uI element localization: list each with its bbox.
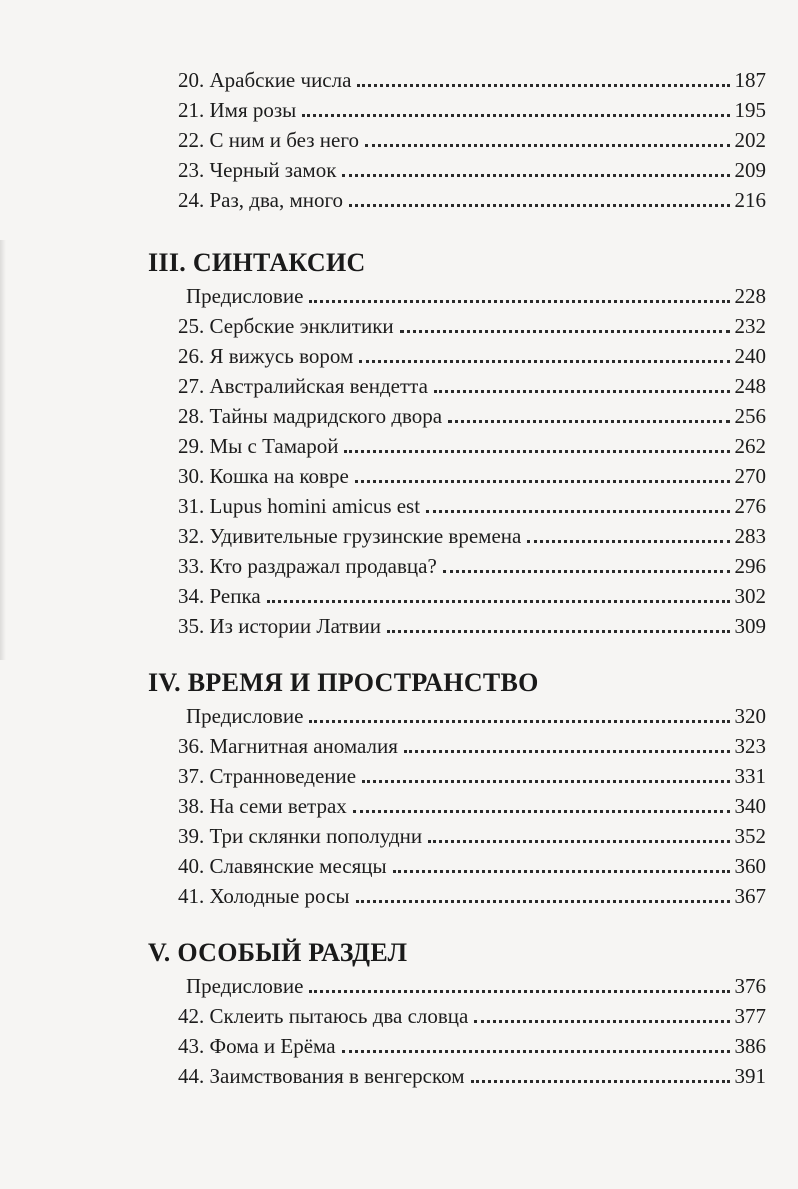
toc-entry-title: 28. Тайны мадридского двора — [178, 404, 443, 428]
toc-entry — [178, 578, 766, 608]
dot-leader — [404, 750, 730, 753]
toc-entry-title: 37. Странноведение — [178, 764, 357, 788]
dot-leader — [471, 1080, 730, 1083]
toc-entry — [178, 608, 766, 638]
page-edge-shadow — [0, 240, 6, 660]
toc-entry — [178, 338, 766, 368]
toc-entry-title: 29. Мы с Тамарой — [178, 434, 339, 458]
toc-entry — [178, 788, 766, 818]
toc-entry-page: 240 — [734, 344, 766, 368]
toc-entry-page: 391 — [734, 1064, 766, 1088]
dot-leader — [356, 900, 730, 903]
dot-leader — [400, 330, 730, 333]
dot-leader — [355, 480, 730, 483]
toc-entry-title: 26. Я вижусь вором — [178, 344, 354, 368]
toc-entry-page: 216 — [734, 188, 766, 212]
toc-entry-title: 31. Lupus homini amicus est — [178, 494, 421, 518]
toc-entry — [178, 308, 766, 338]
toc-entry-page: 386 — [734, 1034, 766, 1058]
dot-leader — [357, 84, 729, 87]
toc-entry — [178, 398, 766, 428]
dot-leader — [474, 1020, 729, 1023]
toc-entry-title: 43. Фома и Ерёма — [178, 1034, 336, 1058]
toc-entry-title: 44. Заимствования в венгерском — [178, 1064, 465, 1088]
toc-entry — [178, 62, 766, 92]
dot-leader — [302, 114, 729, 117]
toc-entry — [178, 548, 766, 578]
toc-entry-title: 22. С ним и без него — [178, 128, 359, 152]
toc-entry-title: 20. Арабские числа — [178, 68, 352, 92]
toc-entry-page: 256 — [734, 404, 766, 428]
toc-entry — [178, 848, 766, 878]
toc-entry-page: 352 — [734, 824, 766, 848]
toc-entry-page: 309 — [734, 614, 766, 638]
toc-entry — [178, 818, 766, 848]
toc-entry-page: 248 — [734, 374, 766, 398]
toc-entry — [178, 758, 766, 788]
toc-entry-title: 24. Раз, два, много — [178, 188, 344, 212]
dot-leader — [393, 870, 730, 873]
toc-entry-title: 38. На семи ветрах — [178, 794, 347, 818]
toc-entry-title: Предисловие — [186, 284, 304, 308]
toc-entry-page: 187 — [734, 68, 766, 92]
toc-entry — [178, 182, 766, 212]
toc-entry — [178, 368, 766, 398]
toc-entry-page: 232 — [734, 314, 766, 338]
dot-leader — [342, 174, 729, 177]
toc-entry-page: 270 — [734, 464, 766, 488]
dot-leader — [309, 990, 729, 993]
dot-leader — [309, 720, 729, 723]
toc-entry-page: 209 — [734, 158, 766, 182]
toc-entry-page: 195 — [734, 98, 766, 122]
dot-leader — [387, 630, 730, 633]
toc-entry-title: 35. Из истории Латвии — [178, 614, 381, 638]
toc-entry — [178, 728, 766, 758]
toc-entry-title: 34. Репка — [178, 584, 261, 608]
toc-entry-title: 27. Австралийская вендетта — [178, 374, 428, 398]
section-heading: V. ОСОБЫЙ РАЗДЕЛ — [148, 938, 408, 967]
dot-leader — [527, 540, 729, 543]
toc-entry-page: 340 — [734, 794, 766, 818]
dot-leader — [443, 570, 730, 573]
section-heading: III. СИНТАКСИС — [148, 248, 366, 277]
dot-leader — [362, 780, 729, 783]
toc-entry-page: 360 — [734, 854, 766, 878]
dot-leader — [359, 360, 729, 363]
dot-leader — [349, 204, 729, 207]
toc-entry-title: 40. Славянские месяцы — [178, 854, 387, 878]
toc-entry-page: 377 — [734, 1004, 766, 1028]
toc-entry — [178, 428, 766, 458]
toc-entry — [178, 1058, 766, 1088]
toc-entry — [178, 152, 766, 182]
dot-leader — [344, 450, 729, 453]
dot-leader — [434, 390, 730, 393]
dot-leader — [309, 300, 729, 303]
dot-leader — [426, 510, 729, 513]
toc-entry — [178, 1028, 766, 1058]
toc-entry — [178, 998, 766, 1028]
toc-entry-preface — [186, 968, 766, 998]
toc-entry-page: 367 — [734, 884, 766, 908]
dot-leader — [428, 840, 729, 843]
toc-entry-page: 262 — [734, 434, 766, 458]
toc-entry-title: Предисловие — [186, 974, 304, 998]
toc-entry-title: 30. Кошка на ковре — [178, 464, 349, 488]
toc-entry-page: 320 — [734, 704, 766, 728]
toc-entry-page: 228 — [734, 284, 766, 308]
toc-entry-title: 32. Удивительные грузинские времена — [178, 524, 522, 548]
toc-entry-title: 33. Кто раздражал продавца? — [178, 554, 437, 578]
dot-leader — [365, 144, 730, 147]
toc-entry-title: 21. Имя розы — [178, 98, 297, 122]
toc-entry-preface — [186, 278, 766, 308]
toc-entry-title: 23. Черный замок — [178, 158, 337, 182]
section-heading: IV. ВРЕМЯ И ПРОСТРАНСТВО — [148, 668, 539, 697]
toc-entry-title: 36. Магнитная аномалия — [178, 734, 398, 758]
toc-entry-page: 376 — [734, 974, 766, 998]
toc-entry-title: Предисловие — [186, 704, 304, 728]
toc-entry-page: 276 — [734, 494, 766, 518]
toc-entry-page: 331 — [734, 764, 766, 788]
toc-entry-page: 296 — [734, 554, 766, 578]
toc-entry — [178, 92, 766, 122]
toc-entry-page: 202 — [734, 128, 766, 152]
toc-entry-title: 41. Холодные росы — [178, 884, 350, 908]
toc-entry-page: 283 — [734, 524, 766, 548]
toc-entry — [178, 122, 766, 152]
dot-leader — [353, 810, 730, 813]
toc-entry — [178, 518, 766, 548]
toc-entry-page: 323 — [734, 734, 766, 758]
toc-entry-title: 42. Склеить пытаюсь два словца — [178, 1004, 469, 1028]
toc-entry-title: 25. Сербские энклитики — [178, 314, 394, 338]
dot-leader — [448, 420, 729, 423]
toc-entry — [178, 878, 766, 908]
toc-entry — [178, 458, 766, 488]
toc-entry — [178, 488, 766, 518]
toc-entry-page: 302 — [734, 584, 766, 608]
toc-entry-title: 39. Три склянки пополудни — [178, 824, 423, 848]
dot-leader — [267, 600, 730, 603]
toc-entry-preface — [186, 698, 766, 728]
dot-leader — [342, 1050, 730, 1053]
